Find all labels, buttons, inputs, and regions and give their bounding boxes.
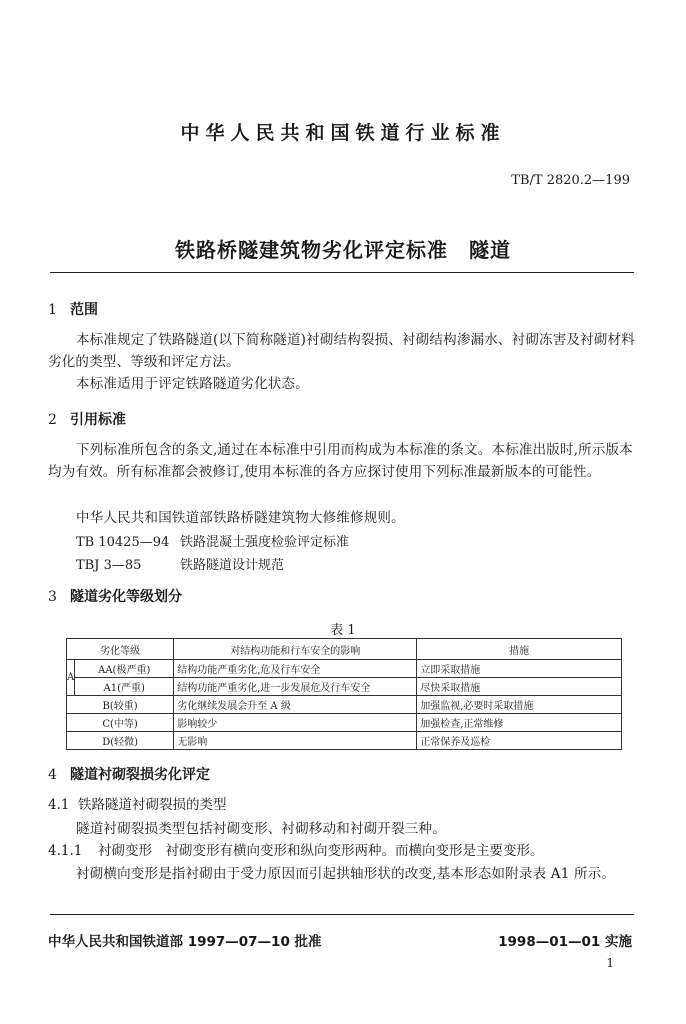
- reference-item: [76, 554, 284, 573]
- reference-name: 铁路隧道设计规范: [180, 558, 285, 573]
- section-number: 2: [48, 412, 57, 428]
- header-impact: 对结构功能和行车安全的影响: [174, 639, 417, 660]
- reference-code: TBJ 3—85: [76, 558, 142, 573]
- grade-cell: C(中等): [67, 714, 174, 732]
- header-grade: 劣化等级: [67, 639, 174, 660]
- table-row: [67, 732, 622, 750]
- title-divider: [50, 272, 634, 273]
- table-row: [67, 678, 622, 696]
- clause-4-1-1-paragraph: 衬砌横向变形是指衬砌由于受力原因而引起拱轴形状的改变,基本形态如附录表 A1 所示。: [76, 866, 616, 882]
- section-2-paragraph-2: 中华人民共和国铁道部铁路桥隧建筑物大修维修规则。: [76, 510, 405, 526]
- section-2-heading: [48, 409, 126, 429]
- impact-cell: 无影响: [174, 732, 417, 750]
- page-number: 1: [606, 956, 614, 970]
- impact-cell: 影响较少: [174, 714, 417, 732]
- reference-name: 铁路混凝土强度检验评定标准: [180, 535, 350, 550]
- action-cell: 加强监视,必要时采取措施: [417, 696, 622, 714]
- section-title: 范围: [70, 302, 98, 318]
- section-number: 1: [48, 302, 57, 318]
- table-row: [67, 696, 622, 714]
- effective-date: 1998—01—01 实施: [498, 934, 632, 950]
- subsection-title: 铁路隧道衬砌裂损的类型: [78, 797, 227, 813]
- deterioration-grade-table: [66, 638, 622, 750]
- section-number: 4: [48, 767, 57, 783]
- clause-4-1-1: [48, 840, 544, 863]
- action-cell: 立即采取措施: [417, 660, 622, 678]
- impact-cell: 结构功能严重劣化,进一步发展危及行车安全: [174, 678, 417, 696]
- impact-cell: 劣化继续发展会升至 A 级: [174, 696, 417, 714]
- standard-code: TB/T 2820.2—199: [511, 173, 630, 188]
- action-cell: 尽快采取措施: [417, 678, 622, 696]
- table-row: [67, 660, 622, 678]
- approval-info: 中华人民共和国铁道部 1997—07—10 批准: [48, 934, 322, 950]
- table-caption: 表 1: [330, 623, 356, 638]
- grade-cell: B(较重): [67, 696, 174, 714]
- section-title: 隧道劣化等级划分: [70, 589, 182, 605]
- document-title: 铁路桥隧建筑物劣化评定标准 隧道: [175, 238, 511, 262]
- grade-cell: AA(极严重): [75, 660, 174, 678]
- standard-category-title: 中华人民共和国铁道行业标准: [180, 122, 506, 144]
- section-2-paragraph-1: 下列标准所包含的条文,通过在本标准中引用而构成为本标准的条文。本标准出版时,所示版本均为有效。所有标准都会被修订,使用本标准的各方应探讨使用下列标准最新版本的可能性。: [48, 442, 633, 480]
- subsection-4-1-paragraph: 隧道衬砌裂损类型包括衬砌变形、衬砌移动和衬砌开裂三种。: [76, 821, 446, 837]
- section-title: 隧道衬砌裂损劣化评定: [70, 767, 210, 783]
- clause-text: 衬砌变形 衬砌变形有横向变形和纵向变形两种。而横向变形是主要变形。: [98, 843, 544, 859]
- grade-cell: A1(严重): [75, 678, 174, 696]
- section-3-heading: [48, 586, 182, 606]
- impact-cell: 结构功能严重劣化,危及行车安全: [174, 660, 417, 678]
- reference-item: [76, 531, 349, 550]
- subsection-number: 4.1: [48, 797, 70, 813]
- section-title: 引用标准: [70, 412, 126, 428]
- subsection-4-1-heading: [48, 794, 227, 817]
- section-1-paragraph-2: 本标准适用于评定铁路隧道劣化状态。: [76, 376, 309, 392]
- table-header-row: [67, 639, 622, 660]
- header-action: 措施: [417, 639, 622, 660]
- action-cell: 加强检查,正常维修: [417, 714, 622, 732]
- group-label: A: [67, 660, 75, 696]
- clause-number: 4.1.1: [48, 843, 83, 859]
- section-1-heading: [48, 299, 98, 319]
- table-row: [67, 714, 622, 732]
- footer-divider: [50, 914, 634, 915]
- section-1-paragraph-1: 本标准规定了铁路隧道(以下简称隧道)衬砌结构裂损、衬砌结构渗漏水、衬砌冻害及衬砌材料劣化的类型、等级和评定方法。: [48, 332, 635, 370]
- section-number: 3: [48, 589, 57, 605]
- section-4-heading: [48, 764, 210, 784]
- action-cell: 正常保养及巡检: [417, 732, 622, 750]
- grade-cell: D(轻微): [67, 732, 174, 750]
- reference-code: TB 10425—94: [76, 535, 170, 550]
